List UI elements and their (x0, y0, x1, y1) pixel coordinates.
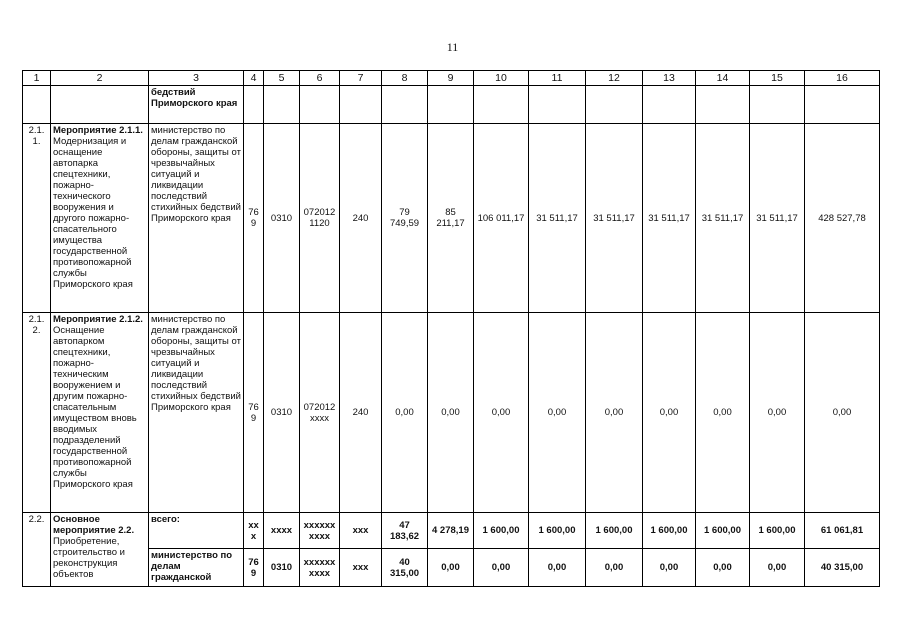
value-cell: 1 600,00 (529, 513, 586, 549)
value-cell: 31 511,17 (586, 124, 643, 313)
value-cell: 0,00 (750, 549, 805, 587)
header-cell: 8 (382, 71, 428, 86)
value-cell: 0,00 (643, 549, 696, 587)
value-cell: 0,00 (529, 313, 586, 513)
code-rzpr: 0310 (264, 549, 300, 587)
code-grbs: 769 (244, 124, 264, 313)
executor-cell: министерство по делам гражданской (149, 549, 244, 587)
code-csr: xxxxxxxxxx (300, 513, 340, 549)
measure-cell (51, 124, 149, 313)
header-cell: 15 (750, 71, 805, 86)
measure-description: Оснащение автопарком спецтехники, пожарно-техническим вооружением и другим пожарно-спасательным имуществом вновь вводимых подразделений государственной противопожарной службы Приморского края (53, 325, 137, 490)
value-cell: 1 600,00 (586, 513, 643, 549)
header-cell: 4 (244, 71, 264, 86)
value-cell: 0,00 (474, 549, 529, 587)
code-rzpr: 0310 (264, 124, 300, 313)
table-row (23, 549, 880, 587)
header-cell: 12 (586, 71, 643, 86)
row-number: 2.1.2. (23, 313, 51, 513)
value-cell: 47 183,62 (382, 513, 428, 549)
measure-title: Мероприятие 2.1.1. (53, 125, 143, 136)
budget-table (22, 70, 880, 587)
code-vr: 240 (340, 313, 382, 513)
total-value-cell: 40 315,00 (805, 549, 880, 587)
value-cell: 0,00 (428, 549, 474, 587)
executor-cell: бедствий Приморского края (149, 86, 244, 124)
header-row (23, 71, 880, 86)
value-cell: 0,00 (428, 313, 474, 513)
value-cell: 4 278,19 (428, 513, 474, 549)
value-cell: 31 511,17 (643, 124, 696, 313)
header-cell: 7 (340, 71, 382, 86)
value-cell: 0,00 (586, 549, 643, 587)
value-cell: 0,00 (529, 549, 586, 587)
value-cell: 31 511,17 (529, 124, 586, 313)
code-grbs: xxx (244, 513, 264, 549)
total-value-cell: 0,00 (805, 313, 880, 513)
value-cell: 0,00 (586, 313, 643, 513)
code-csr: 0720121120 (300, 124, 340, 313)
measure-title: Основное мероприятие 2.2. (53, 514, 135, 536)
executor-cell: всего: (149, 513, 244, 549)
value-cell: 0,00 (643, 313, 696, 513)
code-vr: xxx (340, 513, 382, 549)
measure-description: Приобретение, строительство и реконструкция объектов (53, 536, 125, 580)
measure-title: Мероприятие 2.1.2. (53, 314, 143, 325)
table-row (23, 313, 880, 513)
code-csr: xxxxxxxxxx (300, 549, 340, 587)
value-cell: 0,00 (474, 313, 529, 513)
code-csr: 072012xxxx (300, 313, 340, 513)
measure-cell (51, 313, 149, 513)
value-cell: 79 749,59 (382, 124, 428, 313)
total-value-cell: 428 527,78 (805, 124, 880, 313)
value-cell: 31 511,17 (750, 124, 805, 313)
header-cell: 2 (51, 71, 149, 86)
header-cell: 11 (529, 71, 586, 86)
value-cell: 1 600,00 (474, 513, 529, 549)
code-rzpr: 0310 (264, 313, 300, 513)
value-cell: 0,00 (750, 313, 805, 513)
value-cell: 0,00 (696, 549, 750, 587)
continuation-row (23, 86, 880, 124)
value-cell: 31 511,17 (696, 124, 750, 313)
header-cell: 14 (696, 71, 750, 86)
header-cell: 13 (643, 71, 696, 86)
executor-cell: министерство по делам гражданской обороны, защиты от чрезвычайных ситуаций и ликвидации последствий стихийных бедствий Приморского края (149, 124, 244, 313)
header-cell: 16 (805, 71, 880, 86)
header-cell: 9 (428, 71, 474, 86)
value-cell: 0,00 (382, 313, 428, 513)
value-cell: 85 211,17 (428, 124, 474, 313)
header-cell: 10 (474, 71, 529, 86)
header-cell: 6 (300, 71, 340, 86)
value-cell: 1 600,00 (696, 513, 750, 549)
code-vr: 240 (340, 124, 382, 313)
executor-cell: министерство по делам гражданской обороны, защиты от чрезвычайных ситуаций и ликвидации последствий стихийных бедствий Приморского края (149, 313, 244, 513)
value-cell: 106 011,17 (474, 124, 529, 313)
page-number: 11 (446, 40, 459, 54)
table-row (23, 124, 880, 313)
header-cell: 5 (264, 71, 300, 86)
value-cell: 1 600,00 (750, 513, 805, 549)
table-row (23, 513, 880, 549)
row-number: 2.2. (23, 513, 51, 587)
header-cell: 3 (149, 71, 244, 86)
measure-cell (51, 513, 149, 587)
code-rzpr: xxxx (264, 513, 300, 549)
header-cell: 1 (23, 71, 51, 86)
total-value-cell: 61 061,81 (805, 513, 880, 549)
row-number: 2.1.1. (23, 124, 51, 313)
code-vr: xxx (340, 549, 382, 587)
value-cell: 40 315,00 (382, 549, 428, 587)
measure-description: Модернизация и оснащение автопарка спецтехники, пожарно-технического вооружения и другого пожарно-спасательного имущества государственной противопожарной службы Приморского края (53, 136, 133, 290)
code-grbs: 769 (244, 549, 264, 587)
code-grbs: 769 (244, 313, 264, 513)
value-cell: 0,00 (696, 313, 750, 513)
value-cell: 1 600,00 (643, 513, 696, 549)
